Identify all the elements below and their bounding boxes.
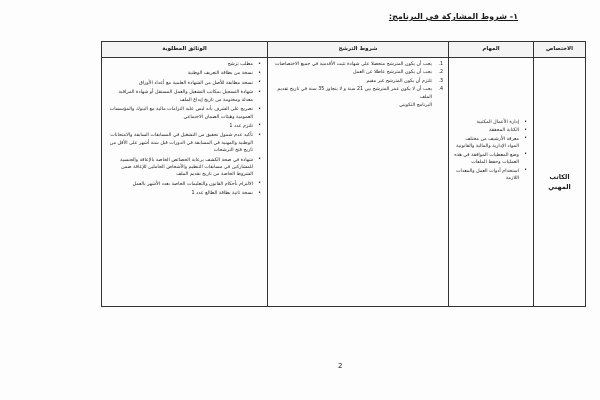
list-item: • نسخة من بطاقة التعريف الوطنية [106,70,253,77]
condition-text: يجب أن يكون المترشح عاطلا عن العمل [353,70,432,76]
list-item: • الالتزام بأحكام القانون والتعليمات الخاصة بعدد الأشهر بالعمل [106,181,253,188]
page-number: 2 [338,362,343,370]
condition-text: تلتزم أن يكون المترشح غير مقيم [366,78,432,84]
list-item: • معرفة الأرشيف من مختلف المواد الإدارية والمالية والقانونية [453,136,519,151]
list-item: • استخدام أدوات العمل والمعدات اللازمة [453,168,519,183]
list-item: • تلتزم عدد 1 [106,123,253,130]
tasks-list [453,119,529,182]
documents-cell [102,58,268,307]
table-header-row [102,42,586,58]
list-item: • شهادة التسجيل بمكاتب التشغيل والعمل المستقل أو شهادة المراقبة معدلة ومختومة من تاريخ إيداع الملف [106,89,253,104]
conditions-cell [268,58,449,307]
list-item [272,61,443,68]
header-conditions: شروط الترشح [268,42,449,58]
tasks-cell [449,58,534,307]
list-item: • الكتابة المحققة [453,127,519,134]
item-number: 3. [438,78,443,84]
header-documents: الوثائق المطلوبة [102,42,268,58]
header-specialty: الاختصاص [534,42,586,58]
condition-text: يجب أن يكون المترشح متحصلا على شهادة تثبت الأقدمية في جميع الاختصاصات [274,62,432,67]
list-item: • نسخة مطابقة للأصل من الشهادة العلمية مع أعداد الأوراق [106,80,253,87]
list-item [272,102,432,109]
list-item: • نسخة ثانية بطاقة الطالع عدد 1 [106,190,253,197]
list-item: • وضع المعطيات الموافقة في هذه العمليات وحفظ الملفات [453,152,519,167]
conditions-list [272,61,444,110]
specialty-cell: الكاتب المهني [534,58,586,307]
item-number: 4. [438,87,443,93]
list-item [272,78,443,85]
section-heading: ١- شروط المشاركة في البرنامج: [388,12,518,21]
condition-text: يجب أن لا يكون عمر المترشح بين 21 سنة و لا يتجاوز 35 سنة في تاريخ تقديم الملف [277,87,432,100]
requirements-table [101,41,586,307]
documents-list [106,61,263,198]
list-item: • مطلب ترشح [106,61,253,68]
table-row [102,58,586,307]
item-number: 2. [438,70,443,76]
list-item: • إدارة الأعمال المكتبية [453,119,519,126]
list-item: • تصريح على الشرف بأنه ليس عليه التزامات مالية مع البنوك والمؤسسات العمومية وهيئات الضمان الاجتماعي [106,106,253,121]
header-tasks: المهام [449,42,534,58]
list-item: • تأكيد عدم شمول تحقيق من التشغيل في المسابقات السابقة والامتحانات الوطنية والمهنية في المسابقة في الدورات قبل سنة أشهر على الأقل من تاريخ فتح الترشحات [106,132,253,154]
list-item: • شهادة في صحة الكشف برعاية الخصائص الخاصة بالإعاقة والجنسية للمشاركين في مسابقات التنظيم والأشخاص الحاملين للإعاقة ضمن الشروط الخاصة من تاريخ تقديم الملف [106,157,253,179]
condition-text: البرنامج التكويني [398,103,432,109]
list-item [272,86,443,101]
list-item [272,69,443,76]
item-number: 1. [438,62,443,67]
